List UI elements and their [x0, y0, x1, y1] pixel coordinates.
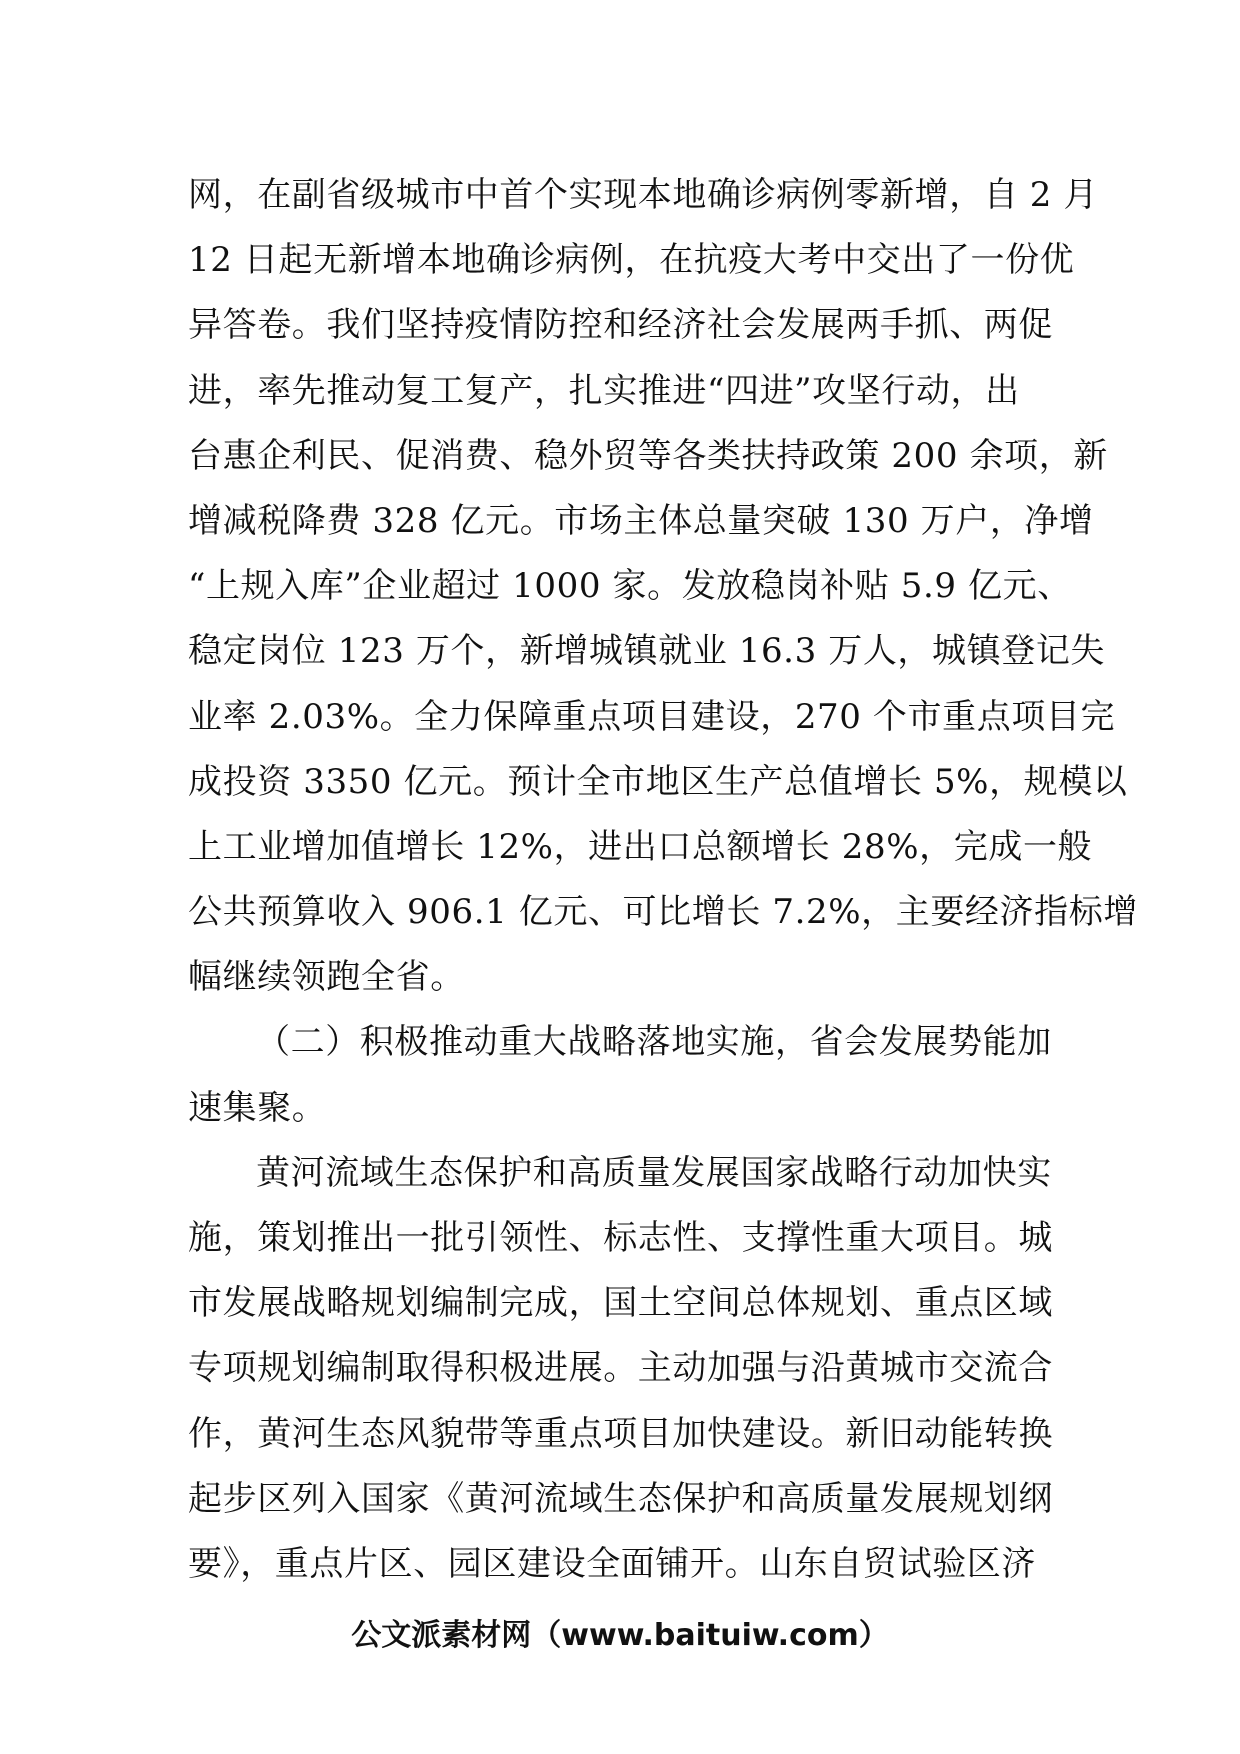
text-line: 起步区列入国家《黄河流域生态保护和高质量发展规划纲	[188, 1478, 1053, 1519]
text-line: 成投资 3350 亿元。预计全市地区生产总值增长 5%，规模以	[188, 761, 1128, 802]
text-line: “上规入库”企业超过 1000 家。发放稳岗补贴 5.9 亿元、	[188, 566, 1072, 607]
text-line: 公共预算收入 906.1 亿元、可比增长 7.2%，主要经济指标增	[188, 892, 1138, 933]
text-line: 网，在副省级城市中首个实现本地确诊病例零新增，自 2 月	[188, 175, 1099, 215]
text-line: 异答卷。我们坚持疫情防控和经济社会发展两手抓、两促	[188, 305, 1053, 346]
body-text	[188, 163, 1138, 1597]
text-line: 增减税降费 328 亿元。市场主体总量突破 130 万户，净增	[188, 500, 1094, 541]
text-line: 专项规划编制取得积极进展。主动加强与沿黄城市交流合	[188, 1348, 1053, 1389]
section-heading-line: （二）积极推动重大战略落地实施，省会发展势能加	[256, 1022, 1052, 1063]
section-heading-line: 速集聚。	[188, 1087, 327, 1128]
text-line: 幅继续领跑全省。	[188, 957, 465, 998]
text-line: 要》，重点片区、园区建设全面铺开。山东自贸试验区济	[188, 1543, 1036, 1584]
text-line: 进，率先推动复工复产，扎实推进“四进”攻坚行动，出	[188, 370, 1020, 411]
text-line: 台惠企利民、促消费、稳外贸等各类扶持政策 200 余项，新	[188, 435, 1108, 476]
text-line: 施，策划推出一批引领性、标志性、支撑性重大项目。城	[188, 1218, 1053, 1258]
text-line: 市发展战略规划编制完成，国土空间总体规划、重点区域	[188, 1283, 1053, 1324]
text-line: 黄河流域生态保护和高质量发展国家战略行动加快实	[256, 1152, 1052, 1193]
text-line: 12 日起无新增本地确诊病例，在抗疫大考中交出了一份优	[188, 240, 1075, 281]
text-line: 上工业增加值增长 12%，进出口总额增长 28%，完成一般	[188, 826, 1093, 867]
text-line: 作，黄河生态风貌带等重点项目加快建设。新旧动能转换	[188, 1413, 1053, 1454]
text-line: 业率 2.03%。全力保障重点项目建设，270 个市重点项目完	[188, 696, 1116, 737]
footer-watermark: 公文派素材网（www.baituiw.com）	[351, 1618, 889, 1653]
text-line: 稳定岗位 123 万个，新增城镇就业 16.3 万人，城镇登记失	[188, 631, 1106, 672]
